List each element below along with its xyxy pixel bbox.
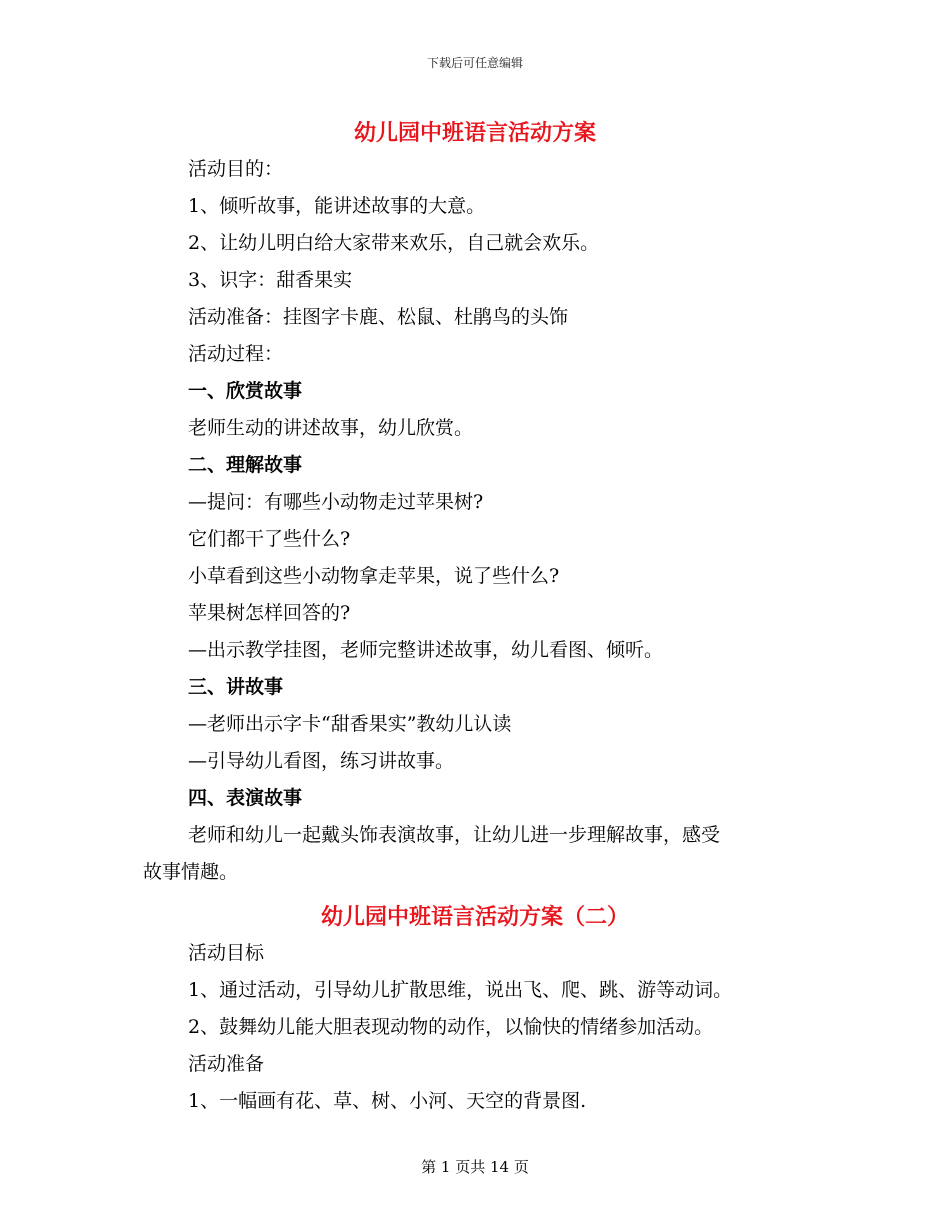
section-line: 小草看到这些小动物拿走苹果，说了些什么? [188, 565, 560, 587]
goal-item: 1、倾听故事，能讲述故事的大意。 [188, 195, 486, 217]
section-line: 它们都干了些什么? [188, 528, 351, 550]
goal-label: 活动目的： [188, 158, 284, 180]
prep-line: 活动准备：挂图字卡鹿、松鼠、杜鹃鸟的头饰 [188, 306, 569, 328]
section-line: —老师出示字卡“甜香果实”教幼儿认读 [188, 713, 512, 735]
goal-item: 2、鼓舞幼儿能大胆表现动物的动作，以愉快的情绪参加活动。 [188, 1016, 714, 1038]
section-heading: 三、讲故事 [188, 676, 284, 698]
goal-item: 1、通过活动，引导幼儿扩散思维，说出飞、爬、跳、游等动词。 [188, 979, 733, 1001]
section-line: —提问：有哪些小动物走过苹果树? [188, 491, 484, 513]
goal-label: 活动目标 [188, 942, 265, 964]
section-line: 老师和幼儿一起戴头饰表演故事，让幼儿进一步理解故事，感受 [188, 824, 721, 846]
page-footer: 第 1 页共 14 页 [421, 1158, 529, 1176]
header-note: 下载后可任意编辑 [426, 56, 523, 70]
section-heading: 二、理解故事 [188, 454, 303, 476]
doc-title: 幼儿园中班语言活动方案 [353, 121, 596, 146]
prep-item: 1、一幅画有花、草、树、小河、天空的背景图. [188, 1090, 587, 1112]
goal-item: 2、让幼儿明白给大家带来欢乐，自己就会欢乐。 [188, 232, 600, 254]
doc2-title: 幼儿园中班语言活动方案（二） [320, 905, 629, 930]
prep-label: 活动准备 [188, 1053, 265, 1075]
section-heading: 四、表演故事 [188, 787, 303, 809]
section-line: 老师生动的讲述故事，幼儿欣赏。 [188, 417, 474, 439]
section-line: 苹果树怎样回答的? [188, 602, 351, 624]
section-line: 故事情趣。 [143, 861, 239, 883]
section-heading: 一、欣赏故事 [188, 380, 303, 402]
section-line: —引导幼儿看图，练习讲故事。 [188, 750, 455, 772]
section-line: —出示教学挂图，老师完整讲述故事，幼儿看图、倾听。 [188, 639, 664, 661]
goal-item: 3、识字：甜香果实 [188, 269, 353, 291]
process-label: 活动过程： [188, 343, 284, 365]
